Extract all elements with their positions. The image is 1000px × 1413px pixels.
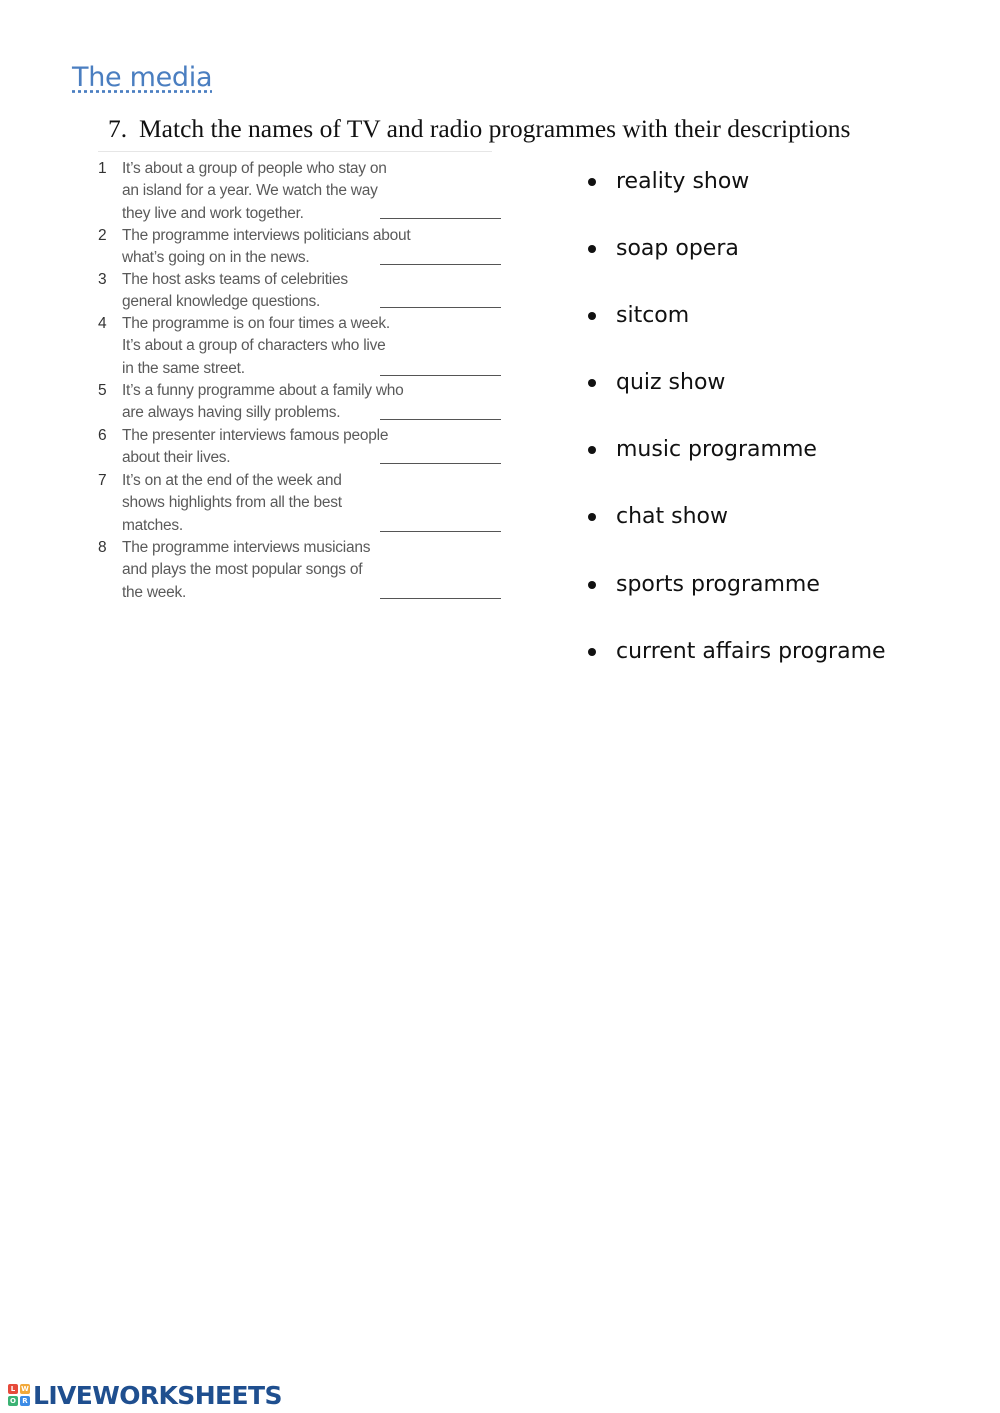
description-line: and plays the most popular songs of — [122, 561, 363, 579]
description-line: about their lives. — [122, 449, 231, 467]
description-line: matches. — [122, 516, 183, 534]
description-number: 3 — [98, 271, 107, 288]
logo-tile: R — [20, 1396, 30, 1406]
description-line: are always having silly problems. — [122, 404, 341, 422]
description-number: 4 — [98, 315, 107, 332]
bullet-icon — [588, 245, 596, 253]
option-label: sports programme — [616, 571, 820, 597]
description-line: in the same street. — [122, 359, 245, 377]
answer-blank-3[interactable] — [380, 307, 501, 308]
description-number: 2 — [98, 227, 107, 244]
description-line: The presenter interviews famous people — [122, 427, 389, 444]
logo-text: LIVEWORKSHEETS — [33, 1380, 282, 1410]
logo-tile: O — [8, 1396, 18, 1406]
bullet-icon — [588, 513, 596, 521]
bullet-icon — [588, 379, 596, 387]
bullet-icon — [588, 581, 596, 589]
description-line: It’s a funny programme about a family who — [122, 382, 404, 399]
bullet-icon — [588, 178, 596, 186]
logo-mark-icon — [8, 1384, 30, 1406]
option-label: current affairs programe — [616, 638, 886, 664]
exercise-instruction — [108, 114, 850, 144]
exercise-instruction-text: Match the names of TV and radio programmes with their descriptions — [139, 114, 851, 143]
description-line: what’s going on in the news. — [122, 249, 310, 267]
description-number: 1 — [98, 160, 107, 177]
liveworksheets-logo[interactable] — [8, 1382, 282, 1408]
description-line: The host asks teams of celebrities — [122, 271, 348, 288]
description-line: The programme interviews politicians about — [122, 227, 411, 244]
answer-blank-7[interactable] — [380, 531, 501, 532]
answer-blank-4[interactable] — [380, 375, 501, 376]
description-line: an island for a year. We watch the way — [122, 182, 378, 200]
logo-tile: W — [21, 1385, 29, 1393]
exercise-number: 7. — [108, 114, 128, 143]
option-label: quiz show — [616, 370, 726, 396]
descriptions-top-rule — [98, 151, 492, 152]
description-line: It’s about a group of characters who live — [122, 337, 386, 355]
description-line: The programme is on four times a week. — [122, 315, 390, 332]
description-number: 5 — [98, 382, 107, 399]
bullet-icon — [588, 446, 596, 454]
option-label: sitcom — [616, 303, 690, 329]
description-line: The programme interviews musicians — [122, 539, 371, 556]
description-line: It’s about a group of people who stay on — [122, 160, 387, 177]
description-number: 7 — [98, 472, 107, 489]
description-line: the week. — [122, 583, 187, 601]
page-title: The media — [72, 62, 213, 93]
answer-blank-2[interactable] — [380, 264, 501, 265]
description-line: they live and work together. — [122, 204, 304, 222]
answer-blank-5[interactable] — [380, 419, 501, 420]
description-number: 8 — [98, 539, 107, 556]
option-label: music programme — [616, 437, 817, 463]
logo-tile: L — [8, 1384, 18, 1394]
description-line: It’s on at the end of the week and — [122, 472, 342, 489]
bullet-icon — [588, 312, 596, 320]
answer-blank-6[interactable] — [380, 463, 501, 464]
option-label: soap opera — [616, 236, 739, 262]
option-label: reality show — [616, 169, 750, 194]
description-line: general knowledge questions. — [122, 293, 321, 311]
answer-blank-1[interactable] — [380, 218, 501, 219]
bullet-icon — [588, 648, 596, 656]
answer-blank-8[interactable] — [380, 598, 501, 599]
description-number: 6 — [98, 427, 107, 444]
option-label: chat show — [616, 504, 728, 530]
description-line: shows highlights from all the best — [122, 494, 342, 512]
